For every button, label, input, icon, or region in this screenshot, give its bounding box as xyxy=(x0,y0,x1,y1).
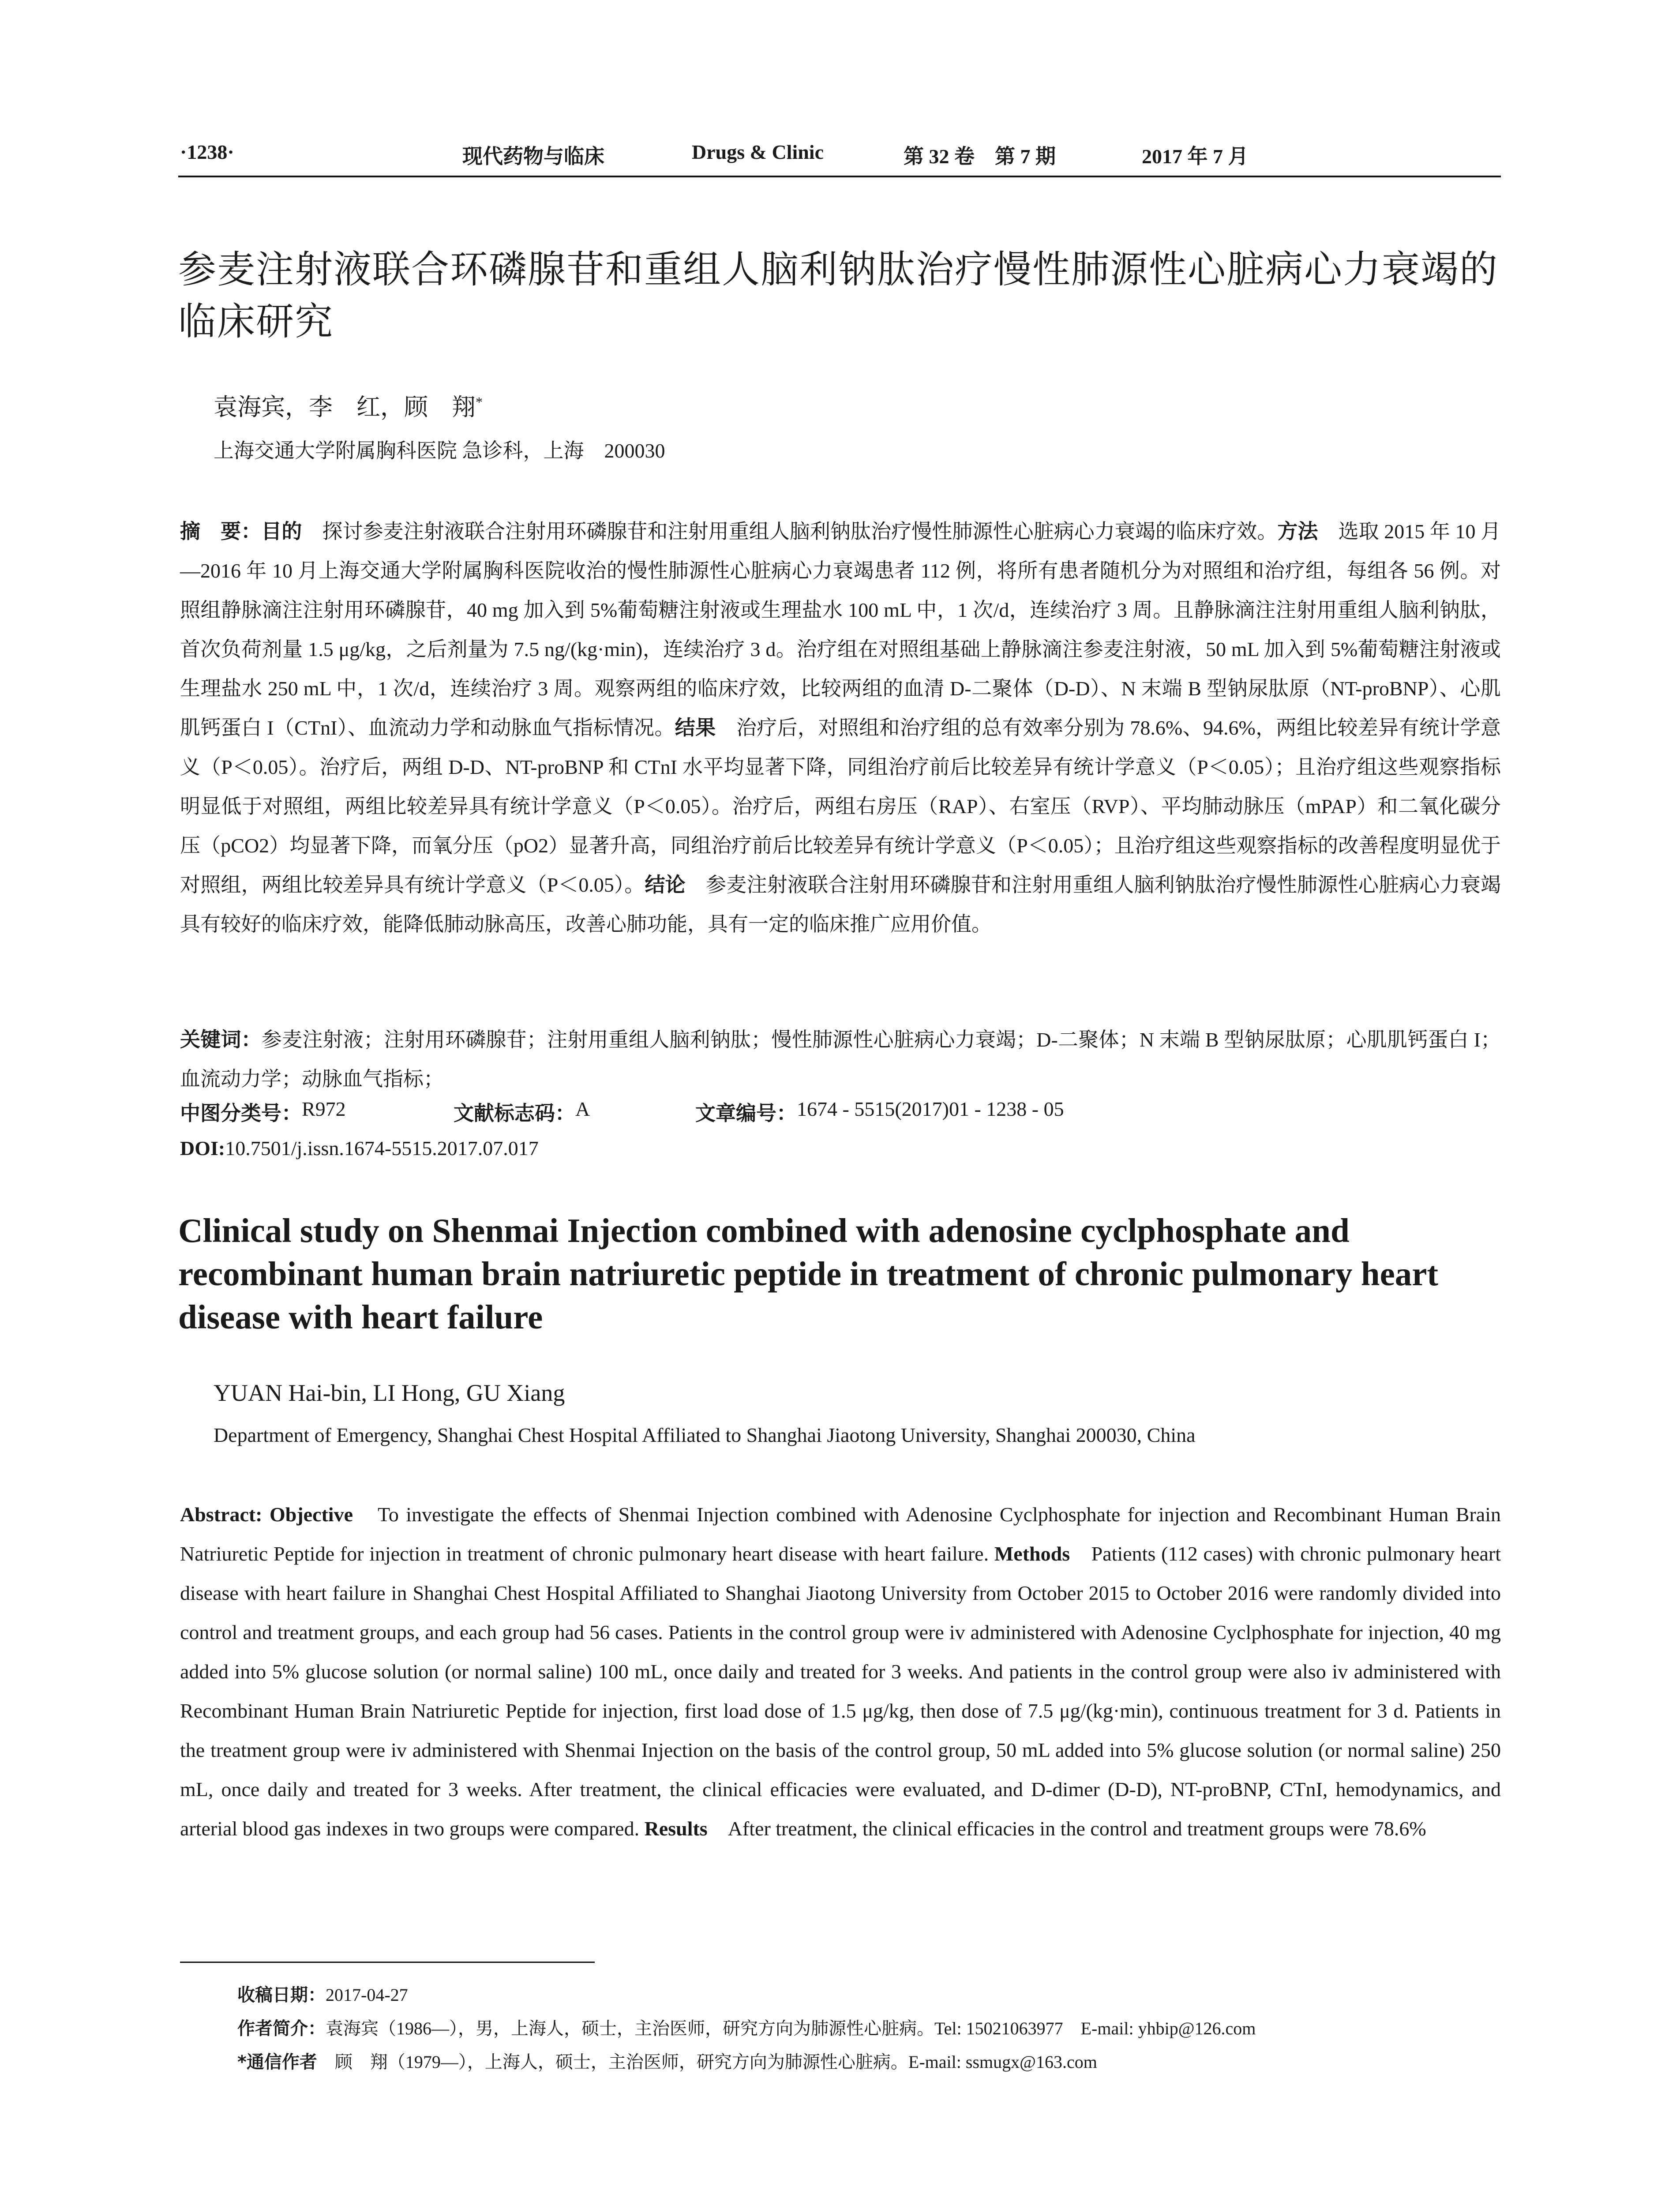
results-label: 结果 xyxy=(675,716,716,739)
doi-value: 10.7501/j.issn.1674-5515.2017.07.017 xyxy=(225,1137,539,1159)
methods-text-en: Patients (112 cases) with chronic pulmonary heart disease with heart failure in Shanghai Chest Hospital Affiliated to Shanghai Jiaotong University from October 2015 to October 2016 were randomly divided into control and treatment groups, and each group had 56 cases. Patients in the control group were iv administered with Adenosine Cyclphosphate for injection, 40 mg added into 5% glucose solution (or normal saline) 100 mL, once daily and treated for 3 weeks. And patients in the control group were also iv administered with Recombinant Human Brain Natriuretic Peptide for injection, first load dose of 1.5 μg/kg, then dose of 7.5 μg/(kg·min), continuous treatment for 3 d. Patients in the treatment group were iv administered with Shenmai Injection on the basis of the control group, 50 mL added into 5% glucose solution (or normal saline) 250 mL, once daily and treated for 3 weeks. After treatment, the clinical efficacies were evaluated, and D-dimer (D-D), NT-proBNP, CTnI, hemodynamics, and arterial blood gas indexes in two groups were compared. xyxy=(180,1542,1501,1840)
classification-line xyxy=(180,1097,1501,1128)
methods-label-en: Methods xyxy=(994,1542,1070,1565)
results-label-en: Results xyxy=(644,1817,708,1840)
bio-label: 作者简介： xyxy=(237,2018,326,2039)
corresponding-author xyxy=(237,2048,1097,2073)
chinese-affiliation: 上海交通大学附属胸科医院 急诊科，上海 200030 xyxy=(214,439,665,462)
chinese-abstract xyxy=(180,512,1501,944)
conclusion-text: 参麦注射液联合注射用环磷腺苷和注射用重组人脑利钠肽治疗慢性肺源性心脏病心力衰竭具有较好的临床疗效，能降低肺动脉高压，改善心肺功能，具有一定的临床推广应用价值。 xyxy=(180,874,1501,935)
page-number: ·1238· xyxy=(180,141,234,163)
issue-date: 2017 年 7 月 xyxy=(1142,145,1249,168)
chinese-title: 参麦注射液联合环磷腺苷和重组人脑利钠肽治疗慢性肺源性心脏病心力衰竭的临床研究 xyxy=(178,248,1498,344)
keywords-text: 参麦注射液；注射用环磷腺苷；注射用重组人脑利钠肽；慢性肺源性心脏病心力衰竭；D-二聚体；N 末端 B 型钠尿肽原；心肌肌钙蛋白 I；血流动力学；动脉血气指标； xyxy=(180,1028,1501,1090)
corresponding-text: 顾 翔（1979—），上海人，硕士，主治医师，研究方向为肺源性心脏病。E-mail: ssmugx@163.com xyxy=(317,2052,1097,2072)
abstract-label: 摘 要： xyxy=(180,519,262,543)
bio-text: 袁海宾（1986—），男，上海人，硕士，主治医师，研究方向为肺源性心脏病。Tel: 15021063977 E-mail: yhbip@126.com xyxy=(326,2018,1256,2038)
doc-code-value: A xyxy=(575,1098,590,1120)
volume-issue: 第 32 卷 第 7 期 xyxy=(904,145,1056,168)
keywords-label: 关键词： xyxy=(180,1028,262,1051)
corresponding-label: *通信作者 xyxy=(237,2052,317,2072)
received-date xyxy=(237,1981,408,2006)
methods-text: 选取 2015 年 10 月—2016 年 10 月上海交通大学附属胸科医院收治的慢性肺源性心脏病心力衰竭患者 112 例，将所有患者随机分为对照组和治疗组，每组各 56 例。对照组静脉滴注注射用环磷腺苷，40 mg 加入到 5%葡萄糖注射液或生理盐水 100 mL 中，1 次/d，连续治疗 3 周。且静脉滴注注射用重组人脑利钠肽，首次负荷剂量 1.5 μg/kg，之后剂量为 7.5 ng/(kg·min)，连续治疗 3 d。治疗组在对照组基础上静脉滴注参麦注射液，50 mL 加入到 5%葡萄糖注射液或生理盐水 250 mL 中，1 次/d，连续治疗 3 周。观察两组的临床疗效，比较两组的血清 D-二聚体（D-D）、N 末端 B 型钠尿肽原（NT-proBNP）、心肌肌钙蛋白 I（CTnI）、血流动力学和动脉血气指标情况。 xyxy=(180,520,1501,739)
author-names: 袁海宾，李 红，顾 翔 xyxy=(214,394,476,420)
results-text-en: After treatment, the clinical efficacies in the control and treatment groups were 78.6% xyxy=(707,1817,1426,1840)
abstract-label-en: Abstract: xyxy=(180,1503,262,1526)
article-id-label: 文章编号： xyxy=(695,1101,797,1125)
chinese-authors xyxy=(214,388,483,422)
journal-name-cn: 现代药物与临床 xyxy=(462,145,604,168)
objective-text-en: To investigate the effects of Shenmai Injection combined with Adenosine Cyclphosphate for injection and Recombinant Human Brain Natriuretic Peptide for injection in treatment of chronic pulmonary heart disease with heart failure. xyxy=(180,1503,1501,1565)
doc-code-label: 文献标志码： xyxy=(454,1101,575,1125)
corresponding-mark: * xyxy=(476,394,483,410)
objective-label: 目的 xyxy=(261,519,302,543)
doi-line xyxy=(180,1137,539,1160)
clc-label: 中图分类号： xyxy=(180,1101,302,1125)
english-affiliation: Department of Emergency, Shanghai Chest Hospital Affiliated to Shanghai Jiaotong University, Shanghai 200030, China xyxy=(214,1424,1196,1446)
article-id-value: 1674 - 5515(2017)01 - 1238 - 05 xyxy=(797,1098,1064,1120)
english-authors: YUAN Hai-bin, LI Hong, GU Xiang xyxy=(214,1380,565,1406)
methods-label: 方法 xyxy=(1277,519,1318,543)
received-label: 收稿日期： xyxy=(237,1985,326,2005)
received-value: 2017-04-27 xyxy=(326,1985,408,2005)
clc-value: R972 xyxy=(302,1098,346,1120)
footnote-rule xyxy=(180,1962,595,1963)
running-header xyxy=(180,140,1500,171)
author-bio xyxy=(237,2015,1256,2040)
doi-label: DOI: xyxy=(180,1137,225,1159)
objective-text: 探讨参麦注射液联合注射用环磷腺苷和注射用重组人脑利钠肽治疗慢性肺源性心脏病心力衰竭的临床疗效。 xyxy=(302,520,1278,543)
english-title: Clinical study on Shenmai Injection combined with adenosine cyclphosphate and recombinant human brain natriuretic peptide in treatment of chronic pulmonary heart disease with heart failure xyxy=(178,1212,1439,1336)
conclusion-label: 结论 xyxy=(645,873,686,897)
results-text: 治疗后，对照组和治疗组的总有效率分别为 78.6%、94.6%，两组比较差异有统计学意义（P＜0.05）。治疗后，两组 D-D、NT-proBNP 和 CTnI 水平均显著下降，同组治疗前后比较差异有统计学意义（P＜0.05）；且治疗组这些观察指标明显低于对照组，两组比较差异具有统计学意义（P＜0.05）。治疗后，两组右房压（RAP）、右室压（RVP）、平均肺动脉压（mPAP）和二氧化碳分压（pCO2）均显著下降，而氧分压（pO2）显著升高，同组治疗前后比较差异有统计学意义（P＜0.05）；且治疗组这些观察指标的改善程度明显优于对照组，两组比较差异具有统计学意义（P＜0.05）。 xyxy=(180,717,1501,896)
objective-label-en: Objective xyxy=(269,1503,353,1526)
english-abstract xyxy=(180,1495,1501,1848)
journal-name-en: Drugs & Clinic xyxy=(692,141,824,163)
chinese-keywords xyxy=(180,1020,1501,1099)
header-rule xyxy=(178,176,1501,177)
